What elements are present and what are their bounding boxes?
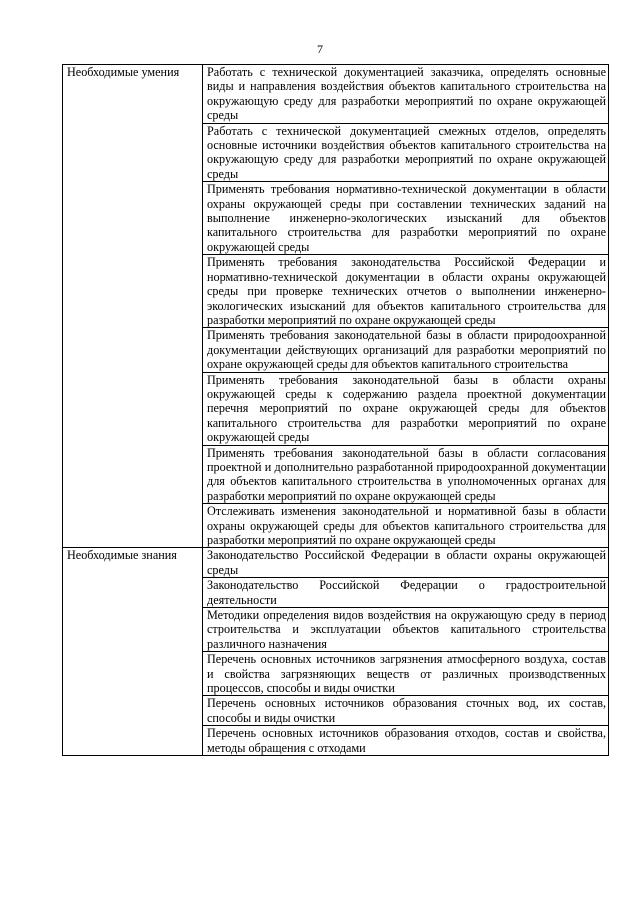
section-heading-knowledge: Необходимые знания bbox=[63, 548, 203, 756]
skill-item: Применять требования законодательства Российской Федерации и нормативно-технической документации в области охраны окружающей среды при проверке технических отчетов о выполнении инженерно-экологических изысканий для объектов капитального строительства для разработки мероприятий по охране окружающей среды bbox=[203, 255, 609, 328]
skill-item: Работать с технической документацией заказчика, определять основные виды и направления воздействия объектов капитального строительства на окружающую среду для разработки мероприятий по охране окружающей среды bbox=[203, 65, 609, 124]
table-row bbox=[63, 65, 609, 124]
knowledge-item: Перечень основных источников образования отходов, состав и свойства, методы обращения с отходами bbox=[203, 726, 609, 756]
requirements-table bbox=[62, 64, 609, 756]
knowledge-item: Методики определения видов воздействия на окружающую среду в период строительства и эксплуатации объектов капитального строительства различного назначения bbox=[203, 608, 609, 652]
table-row bbox=[63, 548, 609, 578]
skill-item: Работать с технической документацией смежных отделов, определять основные источники воздействия объектов капитального строительства на окружающую среду для разработки мероприятий по охране окружающей среды bbox=[203, 123, 609, 182]
knowledge-item: Законодательство Российской Федерации в области охраны окружающей среды bbox=[203, 548, 609, 578]
section-heading-skills: Необходимые умения bbox=[63, 65, 203, 548]
skill-item: Применять требования законодательной базы в области согласования проектной и дополнительно разработанной природоохранной документации для объектов капитального строительства в уполномоченных органах для разработки мероприятий по охране окружающей среды bbox=[203, 445, 609, 504]
skill-item: Применять требования законодательной базы в области охраны окружающей среды к содержанию раздела проектной документации перечня мероприятий по охране окружающей среды для объектов капитального строительства для разработки мероприятий по охране окружающей среды bbox=[203, 372, 609, 445]
skill-item: Применять требования законодательной базы в области природоохранной документации действующих организаций для разработки мероприятий по охране окружающей среды для объектов капитального строительства bbox=[203, 328, 609, 372]
knowledge-item: Законодательство Российской Федерации о градостроительной деятельности bbox=[203, 578, 609, 608]
skill-item: Отслеживать изменения законодательной и нормативной базы в области охраны окружающей среды для объектов капитального строительства для разработки мероприятий по охране окружающей среды bbox=[203, 504, 609, 548]
knowledge-item: Перечень основных источников загрязнения атмосферного воздуха, состав и свойства загрязняющих веществ от различных производственных процессов, способы и виды очистки bbox=[203, 652, 609, 696]
skill-item: Применять требования нормативно-технической документации в области охраны окружающей среды при составлении технических заданий на выполнение инженерно-экологических изысканий для объектов капитального строительства для разработки мероприятий по охране окружающей среды bbox=[203, 182, 609, 255]
knowledge-item: Перечень основных источников образования сточных вод, их состав, способы и виды очистки bbox=[203, 696, 609, 726]
page-number: 7 bbox=[317, 42, 323, 56]
